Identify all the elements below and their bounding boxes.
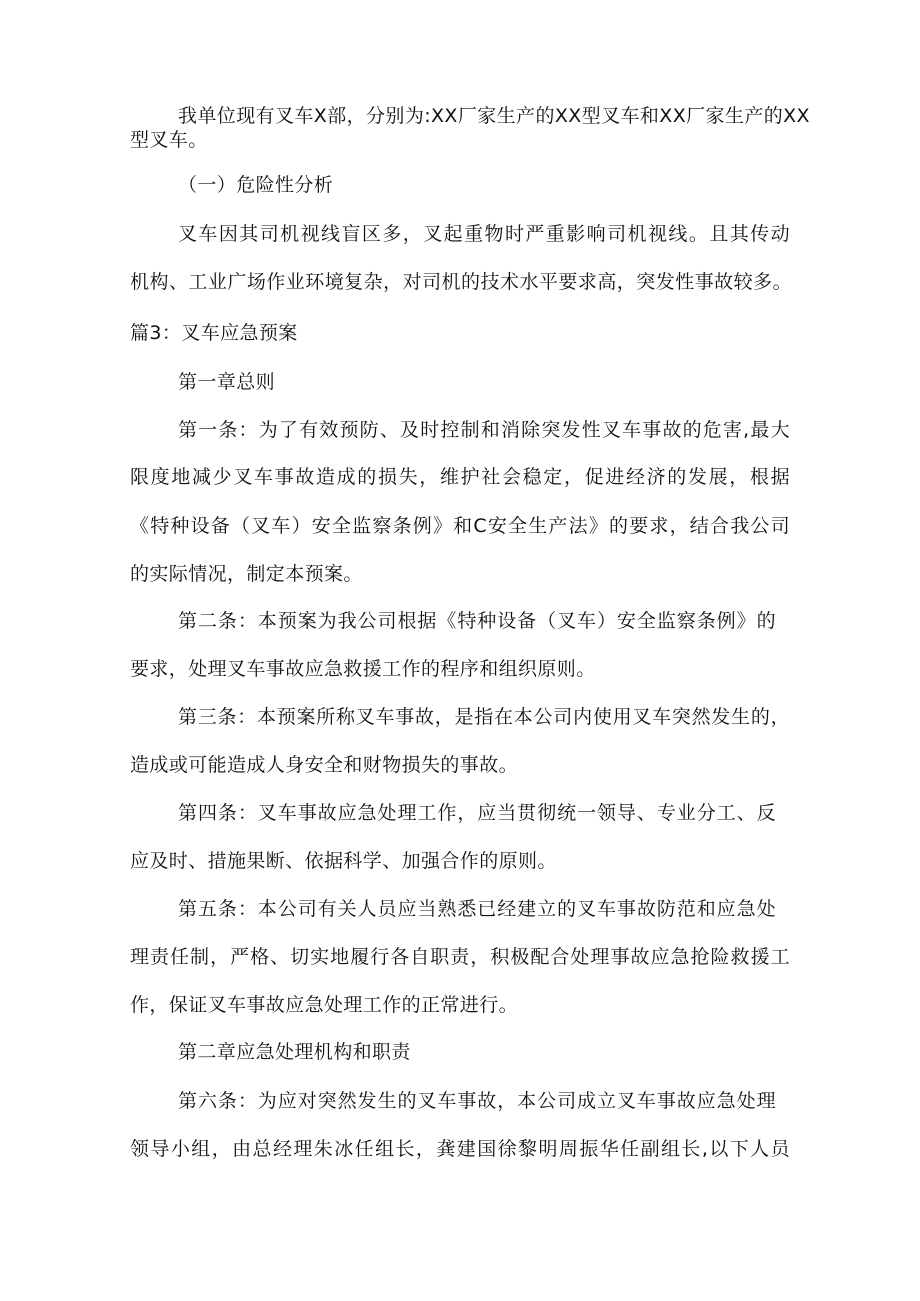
text-line: 第六条：为应对突然发生的叉车事故，本公司成立叉车事故应急处理 — [178, 1090, 776, 1112]
chapter-heading: 第一章总则 — [178, 371, 276, 393]
text-line: 型叉车。 — [130, 129, 208, 151]
text-line: 我单位现有叉车X部，分别为:XX厂家生产的XX型叉车和XX厂家生产的XX — [178, 105, 810, 127]
text-line: 机构、工业广场作业环境复杂，对司机的技术水平要求高，突发性事故较多。 — [130, 271, 792, 293]
text-line: 《特种设备（叉车）安全监察条例》和C安全生产法》的要求，结合我公司 — [130, 515, 790, 537]
text-line: 第二条：本预案为我公司根据《特种设备（叉车）安全监察条例》的 — [178, 610, 776, 632]
article-title: 篇3：叉车应急预案 — [130, 322, 298, 344]
text-line: 第一条：为了有效预防、及时控制和消除突发性叉车事故的危害,最大 — [178, 419, 790, 441]
text-line: 要求，处理叉车事故应急救援工作的程序和组织原则。 — [130, 658, 596, 680]
text-line: 第三条：本预案所称叉车事故，是指在本公司内使用叉车突然发生的， — [178, 706, 790, 728]
text-line: 领导小组，由总经理朱冰任组长，龚建国徐黎明周振华任副组长,以下人员 — [130, 1138, 790, 1160]
section-heading: （一）危险性分析 — [178, 174, 334, 196]
text-line: 的实际情况，制定本预案。 — [130, 563, 363, 585]
text-line: 第五条：本公司有关人员应当熟悉已经建立的叉车事故防范和应急处 — [178, 898, 776, 920]
text-line: 限度地减少叉车事故造成的损失，维护社会稳定，促进经济的发展，根据 — [130, 466, 790, 488]
text-line: 第四条：叉车事故应急处理工作，应当贯彻统一领导、专业分工、反 — [178, 802, 776, 824]
text-line: 应及时、措施果断、依据科学、加强合作的原则。 — [130, 850, 557, 872]
text-line: 作，保证叉车事故应急处理工作的正常进行。 — [130, 994, 519, 1016]
text-line: 理责任制，严格、切实地履行各自职责，积极配合处理事故应急抢险救援工 — [130, 946, 790, 968]
text-line: 叉车因其司机视线盲区多，叉起重物时严重影响司机视线。且其传动 — [178, 223, 790, 245]
text-line: 造成或可能造成人身安全和财物损失的事故。 — [130, 754, 519, 776]
chapter-heading: 第二章应急处理机构和职责 — [178, 1041, 411, 1063]
